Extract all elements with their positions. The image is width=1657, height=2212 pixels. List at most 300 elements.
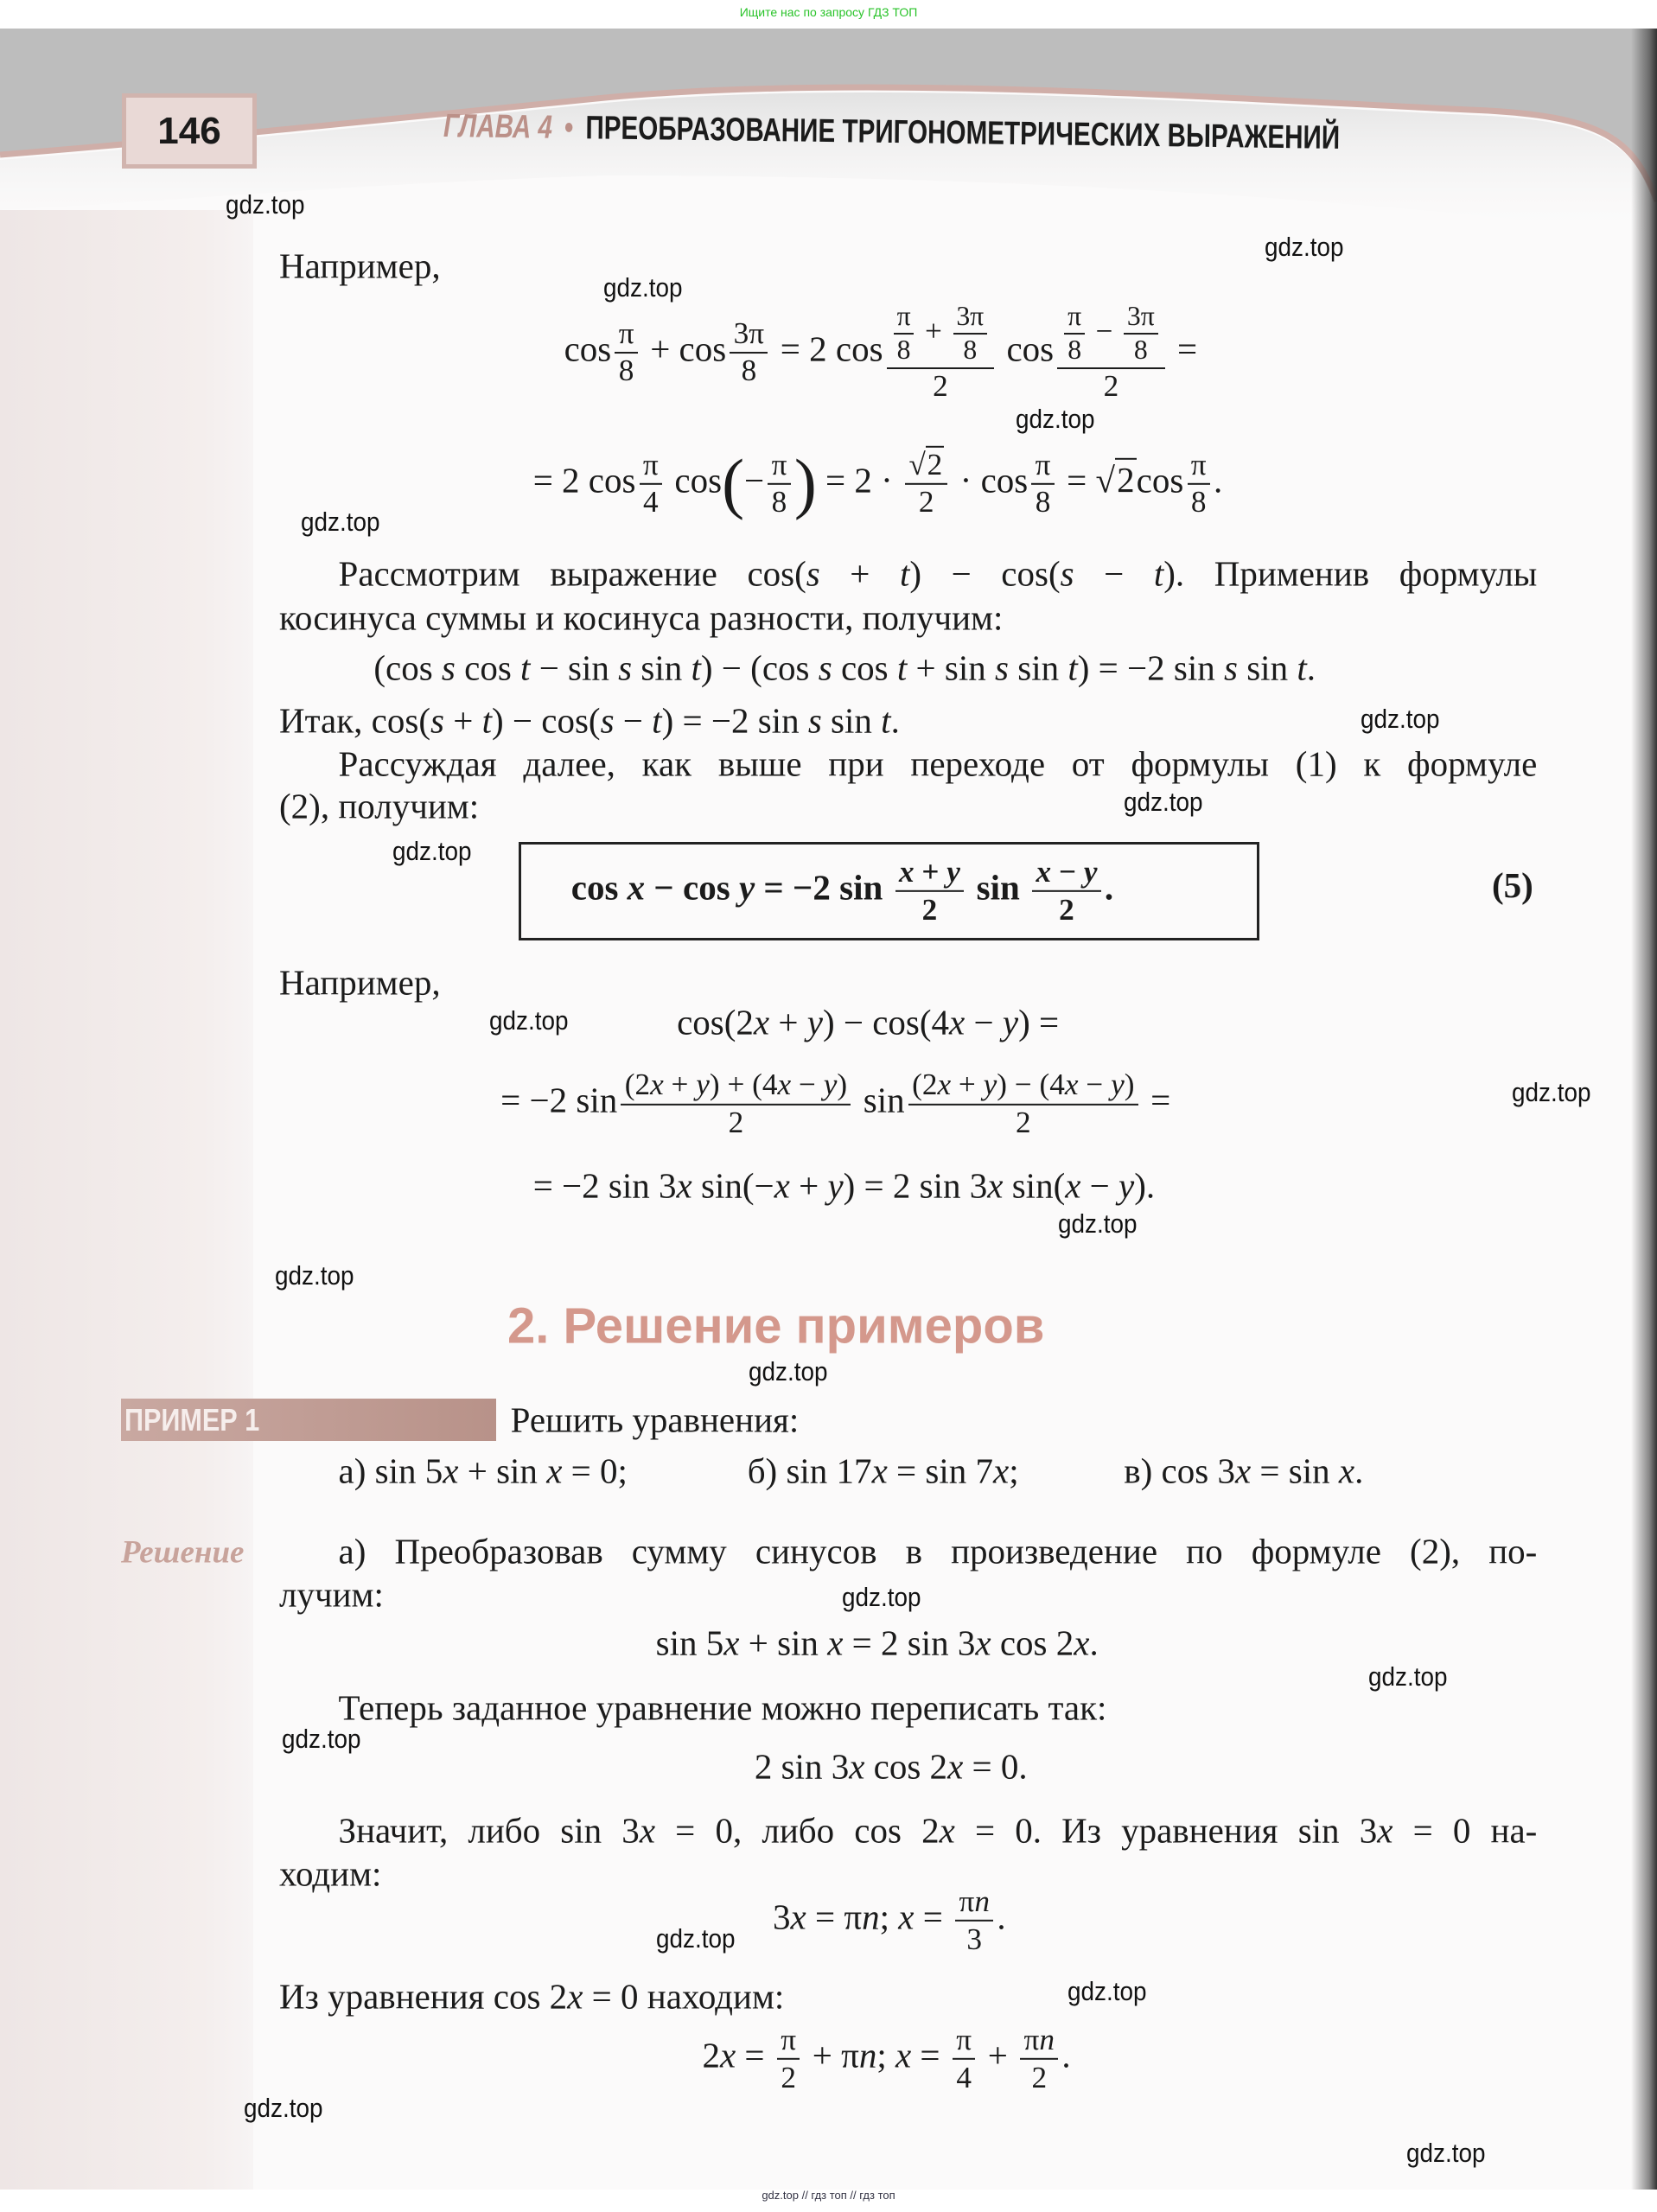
- math-text: 3: [773, 1896, 791, 1937]
- math-variable: x: [676, 1165, 692, 1206]
- math-text: π: [771, 447, 787, 481]
- numerator: [953, 2024, 975, 2060]
- text-line-l14: [511, 1399, 800, 1440]
- math-text: cos 2: [991, 1622, 1074, 1663]
- math-text: +: [951, 1068, 984, 1102]
- math-variable: s: [1060, 553, 1074, 594]
- math-text: ;: [879, 1896, 899, 1937]
- math-variable: x: [993, 1450, 1010, 1491]
- math-text: cos: [1136, 460, 1184, 500]
- denominator: [1059, 892, 1074, 927]
- math-variable: x: [1234, 1450, 1252, 1491]
- fraction: [887, 302, 994, 404]
- text-line-l25: [702, 2024, 1070, 2094]
- math-text: = 0 находим:: [583, 1976, 785, 2017]
- fraction: [777, 2024, 800, 2094]
- math-text: + cos: [640, 328, 727, 369]
- math-text: +: [978, 2035, 1017, 2075]
- watermark-link[interactable]: gdz.top: [1511, 1077, 1591, 1108]
- math-text: а) Преобразовав сумму синусов в произведение по формуле (2), по-: [338, 1531, 1538, 1571]
- math-text: cos: [997, 328, 1055, 369]
- denominator: [1067, 335, 1081, 366]
- math-variable: x: [567, 1976, 583, 2017]
- math-text: + π: [803, 2035, 859, 2075]
- math-text: cos: [832, 647, 897, 688]
- math-text: ) = −2 sin: [1077, 647, 1224, 688]
- fraction: [1032, 856, 1100, 927]
- math-variable: x: [949, 1002, 966, 1042]
- math-text: Из уравнения cos 2: [279, 1976, 568, 2017]
- math-text: π: [1067, 300, 1082, 331]
- math-variable: y: [983, 1068, 997, 1102]
- math-text: = −2 sin: [500, 1080, 618, 1120]
- denominator: [963, 335, 977, 366]
- math-variable: t: [481, 700, 492, 741]
- math-variable: x: [1036, 854, 1052, 889]
- math-text: .: [1354, 1450, 1364, 1491]
- math-variable: x: [723, 1622, 740, 1663]
- watermark-link[interactable]: gdz.top: [841, 1582, 921, 1613]
- math-text: −: [744, 460, 765, 500]
- numerator: [908, 1068, 1138, 1105]
- math-text: = sin: [1251, 1450, 1339, 1491]
- math-text: 2: [728, 1105, 744, 1139]
- math-text: (2: [624, 1068, 651, 1102]
- chapter-title: ПРЕОБРАЗОВАНИЕ ТРИГОНОМЕТРИЧЕСКИХ ВЫРАЖЕНИЙ: [585, 110, 1341, 156]
- math-text: =: [736, 2035, 774, 2075]
- math-text: = sin 7: [887, 1450, 993, 1491]
- text-line-l1: [279, 246, 441, 287]
- math-text: 2 sin 3: [754, 1746, 850, 1787]
- math-text: 3π: [733, 316, 765, 350]
- math-variable: t: [691, 647, 701, 688]
- fraction: [1188, 448, 1210, 519]
- denominator: [956, 2060, 972, 2094]
- math-variable: x: [1064, 1068, 1079, 1102]
- watermark-link[interactable]: gdz.top: [655, 1923, 736, 1954]
- math-variable: x: [898, 1896, 915, 1937]
- math-text: +: [789, 1165, 828, 1206]
- numerator: [895, 856, 964, 892]
- math-text: sin: [1008, 647, 1068, 688]
- fraction: [768, 448, 790, 519]
- watermark-link[interactable]: gdz.top: [603, 271, 683, 303]
- math-text: ): [1124, 1068, 1135, 1102]
- math-text: Итак, cos(: [279, 700, 430, 741]
- watermark-link[interactable]: gdz.top: [1015, 403, 1095, 434]
- math-variable: x: [639, 1810, 656, 1851]
- radical-sign-icon: √: [908, 447, 926, 481]
- numerator: [621, 1068, 851, 1105]
- math-text: 2: [1103, 369, 1119, 404]
- math-text: (2), получим:: [279, 786, 480, 826]
- denominator: [1016, 1105, 1031, 1139]
- math-text: б) sin 17: [747, 1450, 872, 1491]
- math-text: .: [1214, 460, 1223, 500]
- text-line-l19: [339, 1687, 1107, 1728]
- denominator: [922, 892, 938, 927]
- radicand: 2: [927, 447, 943, 481]
- math-text: =: [911, 2035, 949, 2075]
- text-line-l9: [279, 787, 479, 827]
- numerator: [953, 302, 987, 335]
- watermark-link[interactable]: gdz.top: [226, 188, 305, 220]
- fraction: [953, 2024, 975, 2094]
- text-line-l16: [339, 1531, 1538, 1571]
- math-text: +: [819, 553, 900, 594]
- watermark-link[interactable]: gdz.top: [1405, 2138, 1486, 2169]
- page-number: 146: [122, 93, 257, 169]
- math-text: = π: [806, 1896, 863, 1937]
- fraction: [640, 448, 662, 519]
- math-text: 2: [933, 369, 948, 404]
- math-text: = 2 cos: [532, 460, 636, 500]
- math-text: =: [1168, 328, 1198, 369]
- watermark-link[interactable]: gdz.top: [1067, 1975, 1147, 2006]
- math-text: sin(−: [691, 1165, 774, 1206]
- math-text: = −2 sin 3: [532, 1165, 677, 1206]
- math-text: ) = −2 sin: [661, 700, 808, 741]
- math-variable: y: [946, 854, 960, 889]
- text-line-l11: [677, 1002, 1059, 1042]
- numerator: [730, 317, 768, 354]
- numerator: [1124, 302, 1157, 335]
- math-variable: x: [895, 2035, 912, 2075]
- denominator: [729, 1105, 744, 1139]
- math-text: π: [1035, 447, 1051, 481]
- math-text: Рассмотрим выражение cos(: [338, 553, 806, 594]
- page-edge-shadow: [1631, 29, 1657, 2190]
- text-line-l10: [279, 963, 441, 1004]
- denominator: [933, 369, 948, 404]
- math-text: а) sin 5: [338, 1450, 443, 1491]
- math-text: 2: [921, 892, 938, 927]
- text-line-l8: [339, 744, 1538, 785]
- watermark-link[interactable]: gdz.top: [392, 836, 472, 867]
- math-variable: x: [1377, 1810, 1393, 1851]
- math-text: = 0;: [562, 1450, 628, 1491]
- math-variable: s: [600, 700, 615, 741]
- math-text: + sin: [739, 1622, 828, 1663]
- math-text: 2: [702, 2035, 720, 2075]
- text-line-l17: [279, 1575, 384, 1616]
- denominator: [772, 485, 787, 520]
- math-text: =: [914, 1896, 953, 1937]
- denominator: [919, 485, 934, 520]
- math-text: 8: [1067, 335, 1082, 366]
- fraction: [1124, 302, 1157, 366]
- math-text: =: [1057, 460, 1096, 500]
- math-variable: x: [1074, 1622, 1090, 1663]
- math-text: π: [959, 1884, 975, 1918]
- math-variable: t: [1067, 647, 1078, 688]
- denominator: [1031, 2060, 1047, 2094]
- math-text: ) =: [1018, 1002, 1060, 1042]
- math-text: Теперь заданное уравнение можно переписать так:: [338, 1687, 1107, 1728]
- math-text: −: [614, 700, 653, 741]
- fraction: [894, 302, 915, 366]
- math-text: в) cos 3: [1124, 1450, 1235, 1491]
- watermark-link[interactable]: gdz.top: [1265, 231, 1344, 262]
- square-root: [1096, 458, 1137, 500]
- math-text: Решить уравнения:: [510, 1399, 800, 1440]
- math-text: 2: [781, 2060, 796, 2094]
- fraction: [1031, 448, 1054, 519]
- math-text: = 2 cos: [771, 328, 883, 369]
- math-text: .: [1306, 647, 1316, 688]
- math-variable: x: [849, 1746, 865, 1787]
- math-text: 8: [1133, 335, 1148, 366]
- math-text: +: [443, 700, 482, 741]
- watermark-link[interactable]: gdz.top: [300, 506, 380, 537]
- math-text: Например,: [279, 245, 441, 286]
- math-text: ;: [876, 2035, 895, 2075]
- example-label: ПРИМЕР 1: [124, 1401, 260, 1437]
- numerator: [1188, 448, 1210, 484]
- math-variable: x: [777, 1068, 792, 1102]
- math-variable: x: [719, 2035, 736, 2075]
- math-variable: x: [627, 867, 646, 908]
- numerator: [777, 2024, 800, 2060]
- math-variable: n: [858, 2035, 877, 2075]
- text-line-l22: [279, 1854, 381, 1895]
- math-text: − cos: [645, 867, 739, 908]
- watermark-link[interactable]: gdz.top: [1367, 1661, 1448, 1692]
- denominator: [643, 485, 659, 520]
- numerator: [894, 302, 915, 335]
- math-text: +: [663, 1068, 697, 1102]
- math-text: sin: [854, 1080, 905, 1120]
- fraction: [730, 317, 768, 388]
- math-text: = 2 ·: [816, 460, 902, 500]
- equation-number: (5): [1492, 865, 1533, 905]
- math-text: sin 5: [655, 1622, 724, 1663]
- math-variable: s: [430, 700, 444, 741]
- fraction: [621, 1068, 851, 1139]
- math-text: 8: [771, 485, 787, 519]
- top-banner[interactable]: Ищите нас по запросу ГДЗ ТОП: [739, 5, 918, 19]
- math-text: ) + (4: [709, 1068, 778, 1102]
- math-text: лучим:: [279, 1574, 384, 1615]
- math-text: ) = 2 sin 3: [843, 1165, 988, 1206]
- math-text: sin: [821, 700, 882, 741]
- math-variable: x: [947, 1746, 964, 1787]
- watermark-link[interactable]: gdz.top: [275, 1260, 354, 1291]
- math-variable: s: [818, 647, 832, 688]
- math-text: = −2 sin: [755, 867, 892, 908]
- bullet: •: [564, 109, 574, 147]
- math-text: = 0.: [963, 1746, 1028, 1787]
- math-text: cos 2: [864, 1746, 948, 1787]
- numerator: [768, 448, 790, 484]
- watermark-link[interactable]: gdz.top: [489, 1005, 569, 1036]
- math-text: 8: [741, 354, 757, 388]
- math-text: + sin: [458, 1450, 547, 1491]
- math-variable: x: [774, 1165, 790, 1206]
- math-variable: x: [939, 1810, 955, 1851]
- math-variable: y: [1002, 1002, 1019, 1042]
- math-text: Рассуждая далее, как выше при переходе от формулы (1) к формуле: [338, 743, 1538, 784]
- text-line-l12: [500, 1068, 1170, 1139]
- watermark-link[interactable]: gdz.top: [244, 2093, 323, 2124]
- math-text: = 0. Из уравнения sin 3: [954, 1810, 1378, 1851]
- text-line-l3: [532, 445, 1223, 520]
- text-line-l15a: [339, 1450, 628, 1491]
- numerator: [887, 302, 994, 369]
- math-text: 2: [918, 485, 934, 519]
- text-line-l13: [533, 1166, 1155, 1207]
- large-parenthesis: (: [722, 445, 745, 520]
- math-text: −: [1051, 854, 1084, 889]
- watermark-link[interactable]: gdz.top: [1124, 787, 1203, 818]
- math-text: 8: [963, 335, 978, 366]
- math-variable: y: [823, 1068, 838, 1102]
- math-text: ).: [1134, 1165, 1156, 1206]
- section-heading: 2. Решение примеров: [507, 1297, 1045, 1355]
- math-text: −: [1074, 553, 1154, 594]
- math-variable: y: [827, 1165, 844, 1206]
- large-parenthesis: ): [793, 445, 817, 520]
- math-variable: x: [987, 1165, 1004, 1206]
- math-variable: n: [1039, 2022, 1055, 2056]
- math-text: π: [896, 300, 911, 331]
- denominator: [742, 354, 757, 388]
- math-text: cos: [564, 328, 612, 369]
- math-text: Значит, либо sin 3: [338, 1810, 640, 1851]
- math-variable: s: [807, 700, 822, 741]
- chapter-label: ГЛАВА 4: [443, 108, 553, 146]
- math-text: Например,: [279, 962, 441, 1003]
- math-text: (2: [912, 1068, 938, 1102]
- math-text: (cos: [373, 647, 442, 688]
- math-text: 8: [896, 335, 911, 366]
- math-text: π: [1023, 2022, 1040, 2056]
- math-variable: t: [1153, 553, 1164, 594]
- math-variable: n: [974, 1884, 990, 1918]
- math-variable: x: [753, 1002, 770, 1042]
- math-variable: x: [871, 1450, 888, 1491]
- denominator: [1134, 335, 1148, 366]
- denominator: [897, 335, 911, 366]
- math-text: −: [1087, 314, 1121, 348]
- fraction: [895, 856, 964, 927]
- watermark-link[interactable]: gdz.top: [1057, 1208, 1138, 1240]
- text-line-l20: [755, 1747, 1028, 1788]
- math-variable: y: [1111, 1068, 1125, 1102]
- math-text: 2: [1031, 2060, 1048, 2094]
- math-text: .: [890, 700, 900, 741]
- math-text: +: [914, 854, 947, 889]
- math-text: косинуса суммы и косинуса разности, получим:: [279, 597, 1004, 638]
- math-text: =: [1141, 1080, 1171, 1120]
- numerator: [640, 448, 662, 484]
- numerator: [1064, 302, 1085, 335]
- math-variable: x: [827, 1622, 844, 1663]
- math-text: 8: [1190, 485, 1207, 519]
- math-text: + sin: [907, 647, 996, 688]
- math-variable: x: [1338, 1450, 1355, 1491]
- math-text: .: [997, 1896, 1006, 1937]
- math-text: .: [1104, 867, 1114, 908]
- numerator: [955, 1885, 993, 1922]
- numerator: [1057, 302, 1164, 369]
- math-text: ходим:: [279, 1853, 382, 1894]
- math-variable: y: [738, 867, 755, 908]
- square-root: [909, 445, 944, 481]
- math-text: cos: [666, 460, 723, 500]
- denominator: [966, 1922, 982, 1956]
- fraction: [1020, 2024, 1058, 2094]
- math-variable: x: [790, 1896, 806, 1937]
- denominator: [619, 354, 634, 388]
- text-line-l6: [373, 648, 1316, 689]
- math-variable: s: [618, 647, 633, 688]
- math-variable: t: [896, 647, 908, 688]
- denominator: [781, 2060, 796, 2094]
- text-line-l2: [564, 302, 1198, 404]
- math-variable: x: [546, 1450, 563, 1491]
- math-text: 2: [1015, 1105, 1031, 1139]
- math-text: − sin: [530, 647, 619, 688]
- example-label-box: [121, 1399, 496, 1441]
- text-line-l5: [279, 597, 1003, 638]
- math-variable: t: [881, 700, 891, 741]
- math-text: = 0, либо cos 2: [655, 1810, 940, 1851]
- math-variable: t: [900, 553, 910, 594]
- math-text: ) − cos(: [909, 553, 1061, 594]
- math-text: · cos: [951, 460, 1029, 500]
- math-text: 2: [1059, 892, 1074, 927]
- math-text: sin: [1237, 647, 1297, 688]
- math-text: 8: [1035, 485, 1051, 519]
- watermark-link[interactable]: gdz.top: [282, 1723, 361, 1754]
- math-text: ) − (cos: [700, 647, 819, 688]
- text-line-l24: [279, 1977, 784, 2018]
- text-line-l4: [339, 553, 1538, 594]
- denominator: [1036, 485, 1051, 520]
- math-text: π: [618, 316, 634, 350]
- math-variable: t: [520, 647, 531, 688]
- watermark-link[interactable]: gdz.top: [1361, 704, 1440, 735]
- numerator: [905, 448, 947, 484]
- math-text: ) − cos(4: [822, 1002, 950, 1042]
- math-variable: s: [441, 647, 456, 688]
- math-variable: y: [806, 1002, 823, 1042]
- math-variable: t: [652, 700, 662, 741]
- math-text: −: [1080, 1165, 1119, 1206]
- text-line-l21: [339, 1810, 1538, 1851]
- math-variable: s: [995, 647, 1009, 688]
- watermark-link[interactable]: gdz.top: [749, 1356, 828, 1387]
- fraction: [953, 302, 987, 366]
- math-variable: x: [1065, 1165, 1081, 1206]
- fraction: [1064, 302, 1085, 366]
- footer[interactable]: gdz.top // гдз топ // гдз топ: [762, 2189, 895, 2202]
- math-text: π: [956, 2022, 972, 2056]
- math-text: = 0 на-: [1393, 1810, 1538, 1851]
- math-text: π: [1190, 447, 1207, 481]
- text-line-l23: [773, 1885, 1006, 1956]
- math-text: ): [837, 1068, 848, 1102]
- math-text: −: [791, 1068, 824, 1102]
- text-line-l18: [656, 1622, 1099, 1663]
- math-text: sin(: [1003, 1165, 1066, 1206]
- math-text: ;: [1009, 1450, 1019, 1491]
- math-variable: x: [443, 1450, 459, 1491]
- math-text: 4: [956, 2060, 972, 2094]
- solution-label: Решение: [121, 1534, 245, 1571]
- fraction: [955, 1885, 993, 1956]
